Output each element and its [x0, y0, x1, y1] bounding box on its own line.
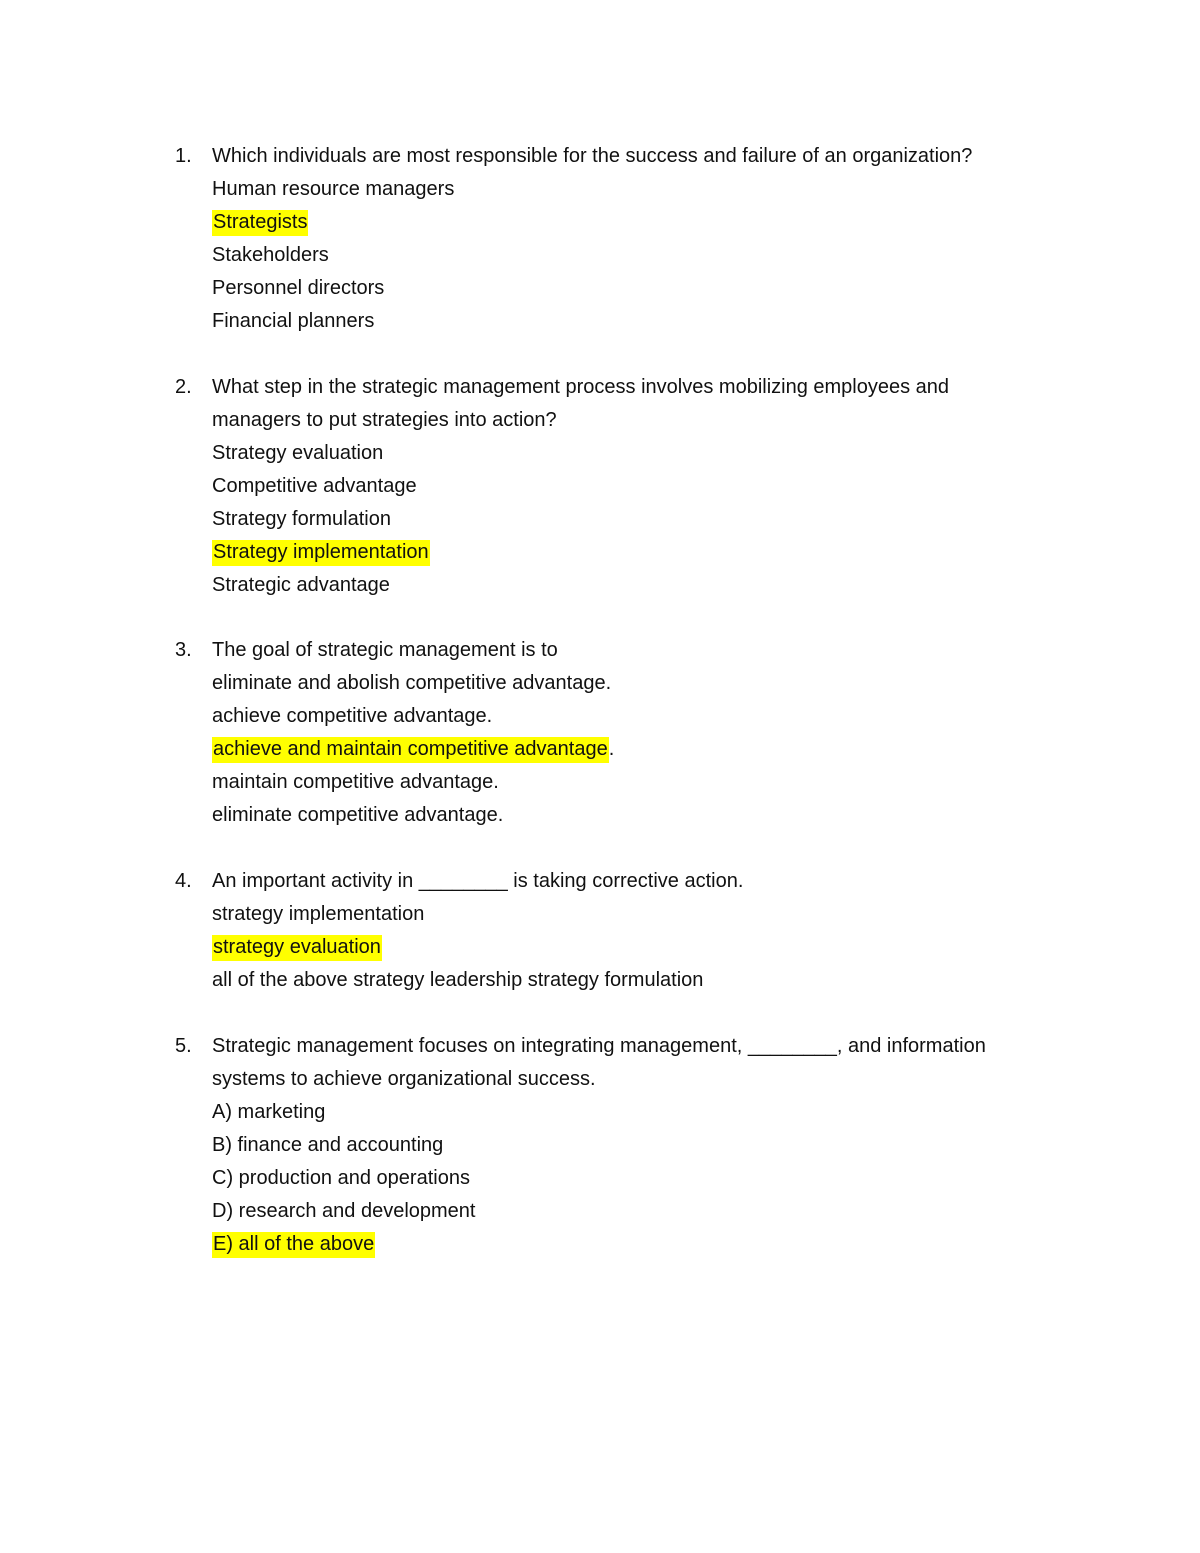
question-number: 3. [175, 639, 192, 661]
highlighted-option-text: strategy evaluation [212, 935, 382, 961]
option-text: A) marketing [212, 1101, 326, 1123]
question-number: 4. [175, 870, 192, 892]
option-suffix: . [608, 738, 615, 760]
question-2 [175, 371, 1075, 602]
question-text: An important activity in ________ is taking corrective action. [212, 870, 744, 892]
option-text: Strategic advantage [212, 574, 390, 596]
question-text: Which individuals are most responsible for the success and failure of an organization? [212, 145, 973, 167]
question-text: What step in the strategic management process involves mobilizing employees and [212, 376, 950, 398]
question-stem-line [175, 404, 1075, 437]
question-stem-line [175, 371, 1075, 404]
question-number: 1. [175, 145, 192, 167]
question-number: 2. [175, 376, 192, 398]
answer-option [175, 272, 1075, 305]
question-stem-line [175, 865, 1075, 898]
answer-option [175, 1162, 1075, 1195]
option-text: D) research and development [212, 1200, 476, 1222]
highlighted-option-text: achieve and maintain competitive advantage [212, 737, 609, 763]
answer-option [175, 1096, 1075, 1129]
answer-option [175, 503, 1075, 536]
answer-option [175, 898, 1075, 931]
answer-option [175, 1195, 1075, 1228]
answer-option [175, 569, 1075, 602]
question-text: The goal of strategic management is to [212, 639, 558, 661]
option-text: B) finance and accounting [212, 1134, 444, 1156]
answer-option-correct [175, 206, 1075, 239]
option-text: eliminate competitive advantage. [212, 804, 504, 826]
option-text: Strategy formulation [212, 508, 391, 530]
option-text: Personnel directors [212, 277, 385, 299]
question-stem-line [175, 634, 1075, 667]
option-text: Financial planners [212, 310, 375, 332]
option-text: maintain competitive advantage. [212, 771, 499, 793]
option-text: Competitive advantage [212, 475, 417, 497]
option-text: Strategy evaluation [212, 442, 384, 464]
option-text: strategy implementation [212, 903, 425, 925]
option-text: Stakeholders [212, 244, 329, 266]
answer-option [175, 964, 1075, 997]
answer-option [175, 700, 1075, 733]
highlighted-option-text: E) all of the above [212, 1232, 375, 1258]
answer-option [175, 173, 1075, 206]
option-text: Human resource managers [212, 178, 455, 200]
answer-option-correct [175, 1228, 1075, 1261]
answer-option [175, 239, 1075, 272]
answer-option [175, 766, 1075, 799]
question-3 [175, 634, 1075, 832]
answer-option-correct [175, 931, 1075, 964]
answer-option [175, 667, 1075, 700]
answer-option [175, 305, 1075, 338]
highlighted-option-text: Strategists [212, 210, 308, 236]
question-stem-line [175, 140, 1075, 173]
highlighted-option-text: Strategy implementation [212, 540, 430, 566]
question-stem-line [175, 1063, 1075, 1096]
option-text: achieve competitive advantage. [212, 705, 493, 727]
answer-option [175, 1129, 1075, 1162]
option-text: all of the above strategy leadership strategy formulation [212, 969, 704, 991]
question-text: Strategic management focuses on integrating management, ________, and information [212, 1035, 986, 1057]
answer-option-correct [175, 733, 1075, 766]
question-text: managers to put strategies into action? [212, 409, 557, 431]
answer-option [175, 799, 1075, 832]
question-text: systems to achieve organizational success. [212, 1068, 596, 1090]
question-1 [175, 140, 1075, 338]
answer-option [175, 437, 1075, 470]
answer-option-correct [175, 536, 1075, 569]
option-text: eliminate and abolish competitive advantage. [212, 672, 612, 694]
question-stem-line [175, 1030, 1075, 1063]
question-5 [175, 1030, 1075, 1261]
question-number: 5. [175, 1035, 192, 1057]
question-4 [175, 865, 1075, 997]
answer-option [175, 470, 1075, 503]
option-text: C) production and operations [212, 1167, 470, 1189]
